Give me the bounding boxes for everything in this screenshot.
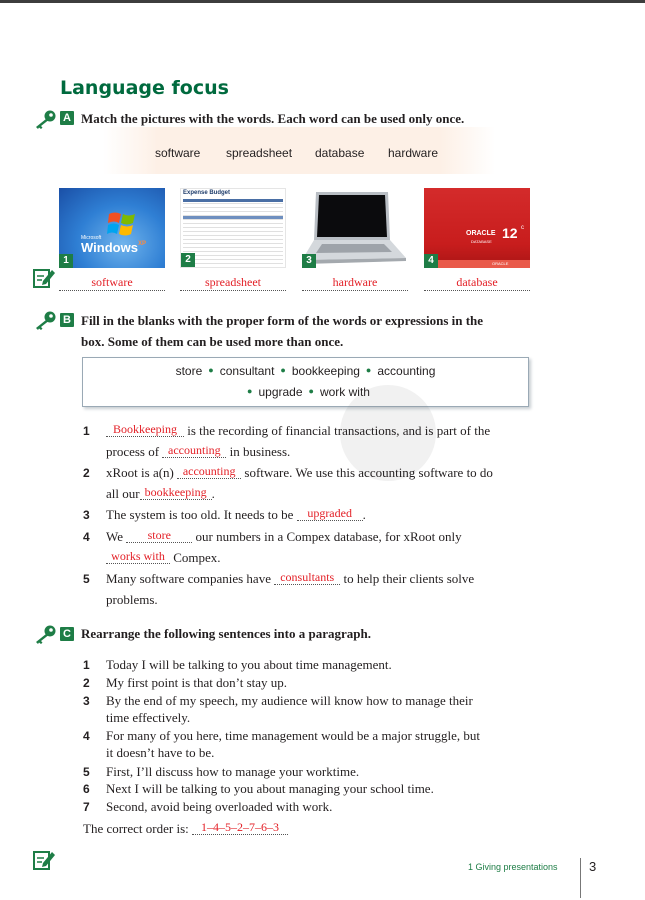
picture-number: 1: [59, 254, 73, 268]
word-box-a: [103, 127, 495, 174]
word-option: spreadsheet: [226, 146, 293, 160]
top-rule: [0, 0, 645, 3]
item-text: our numbers in a Compex database, for xRoot only: [195, 529, 462, 544]
item-b1-line2: [106, 443, 290, 461]
item-text: is the recording of financial transactions, and is part of the: [187, 423, 491, 438]
item-b2-line1: [106, 464, 493, 482]
item-number: 4: [83, 530, 90, 544]
picture-windows-xp: [59, 188, 165, 268]
oracle-brand: ORACLE: [466, 230, 496, 237]
item-text: in business.: [229, 444, 291, 459]
sentence-line: time effectively.: [106, 710, 191, 725]
item-text: process of: [106, 444, 160, 459]
word-box-row: ● upgrade ● work with: [247, 385, 370, 399]
sheet-title: Expense Budget: [183, 190, 231, 196]
oracle-version: 12: [502, 225, 518, 241]
word-option: store: [175, 364, 203, 378]
item-b4-line1: [106, 528, 462, 546]
sentence-line: For many of you here, time management would be a major struggle, but: [106, 728, 481, 743]
sentence-line: Today I will be talking to you about time management.: [106, 657, 392, 672]
item-number: 3: [83, 694, 90, 708]
sentence-line: My first point is that don’t stay up.: [106, 675, 288, 690]
item-number: 3: [83, 508, 90, 522]
sentence-line: First, I’ll discuss how to manage your worktime.: [106, 764, 360, 779]
order-label: The correct order is:: [83, 821, 189, 836]
logo-sup: XP: [138, 241, 147, 247]
pencil-note-icon: [33, 267, 55, 289]
footer-chapter: 1 Giving presentations: [468, 862, 558, 872]
answer-blank: works with: [106, 549, 170, 564]
word-option: database: [315, 146, 365, 160]
item-text: software. We use this accounting software to do: [244, 465, 493, 480]
sentence-line: it doesn’t have to be.: [106, 745, 215, 760]
word-box-row: store ● consultant ● bookkeeping ● accounting: [175, 364, 436, 378]
answer-blank: store: [126, 528, 192, 543]
answer-2: spreadsheet: [180, 274, 286, 291]
key-icon: [33, 310, 57, 330]
picture-spreadsheet: [180, 188, 286, 268]
word-option: bookkeeping: [291, 364, 360, 378]
item-number: 6: [83, 782, 90, 796]
picture-number: 2: [181, 253, 195, 267]
sheet-header-band: [183, 199, 283, 202]
key-icon: [33, 109, 57, 129]
sheet-header-band: [183, 216, 283, 219]
order-line: [83, 820, 288, 838]
item-number: 2: [83, 676, 90, 690]
item-number: 1: [83, 424, 90, 438]
word-option: consultant: [219, 364, 275, 378]
item-text: Many software companies have: [106, 571, 271, 586]
picture-number: 4: [424, 254, 438, 268]
sentence-line: Second, avoid being overloaded with work.: [106, 799, 333, 814]
order-answer: 1–4–5–2–7–6–3: [192, 820, 288, 835]
item-b5-line2: problems.: [106, 592, 158, 607]
item-number: 4: [83, 729, 90, 743]
answer-blank: upgraded: [297, 506, 363, 521]
item-text: to help their clients solve: [343, 571, 475, 586]
oracle-version-sup: c: [521, 225, 524, 231]
word-option: accounting: [377, 364, 436, 378]
item-number: 1: [83, 658, 90, 672]
answer-blank: Bookkeeping: [106, 422, 184, 437]
oracle-footer-band: [424, 260, 530, 268]
oracle-subtitle: DATABASE: [471, 239, 492, 244]
item-number: 5: [83, 765, 90, 779]
answer-blank: accounting: [177, 464, 241, 479]
item-text: .: [211, 486, 215, 501]
item-b4-line2: [106, 549, 221, 567]
sheet-grid: [183, 199, 283, 265]
picture-laptop: [302, 188, 408, 268]
answer-4: database: [424, 274, 530, 291]
picture-oracle-database: [424, 188, 530, 268]
sentence-line: Next I will be talking to you about managing your school time.: [106, 781, 434, 796]
word-box-b: [82, 357, 529, 407]
item-number: 7: [83, 800, 90, 814]
item-text: The system is too old. It needs to be: [106, 507, 294, 522]
laptop-icon: [302, 188, 408, 268]
word-option: upgrade: [258, 385, 303, 399]
windows-flag-icon: [107, 210, 137, 238]
logo-small-text: Microsoft: [81, 235, 102, 241]
item-text: xRoot is a(n): [106, 465, 174, 480]
item-text: .: [362, 507, 366, 522]
answer-blank: bookkeeping: [140, 485, 212, 500]
answer-blank: accounting: [162, 443, 226, 458]
pencil-note-icon: [33, 849, 55, 871]
section-b-instruction-2: box. Some of them can be used more than once.: [81, 334, 344, 349]
word-option: software: [155, 146, 201, 160]
section-b-badge: B: [60, 313, 74, 327]
item-b5-line1: [106, 570, 474, 588]
word-option: work with: [319, 385, 370, 399]
item-number: 5: [83, 572, 90, 586]
item-b1-line1: [106, 422, 490, 440]
item-text: Compex.: [173, 550, 221, 565]
item-b2-line2: [106, 485, 215, 503]
word-option: hardware: [388, 146, 439, 160]
item-number: 2: [83, 466, 90, 480]
picture-number: 3: [302, 254, 316, 268]
answer-3: hardware: [302, 274, 408, 291]
section-a-badge: A: [60, 111, 74, 125]
footer-divider: [580, 858, 581, 898]
item-text: all our: [106, 486, 140, 501]
section-c-badge: C: [60, 627, 74, 641]
section-a-instruction: Match the pictures with the words. Each word can be used only once.: [81, 111, 465, 126]
key-icon: [33, 624, 57, 644]
section-b-instruction-1: Fill in the blanks with the proper form of the words or expressions in the: [81, 313, 484, 328]
item-text: We: [106, 529, 123, 544]
page-number: 3: [589, 859, 597, 874]
oracle-footer-brand: ORACLE: [492, 261, 509, 266]
answer-1: software: [59, 274, 165, 291]
logo-text: Windows: [81, 240, 138, 255]
item-b3-line1: [106, 506, 366, 524]
page-title: Language focus: [60, 77, 229, 99]
sentence-line: By the end of my speech, my audience will know how to manage their: [106, 693, 473, 708]
answer-blank: consultants: [274, 570, 340, 585]
section-c-instruction: Rearrange the following sentences into a paragraph.: [81, 626, 371, 641]
